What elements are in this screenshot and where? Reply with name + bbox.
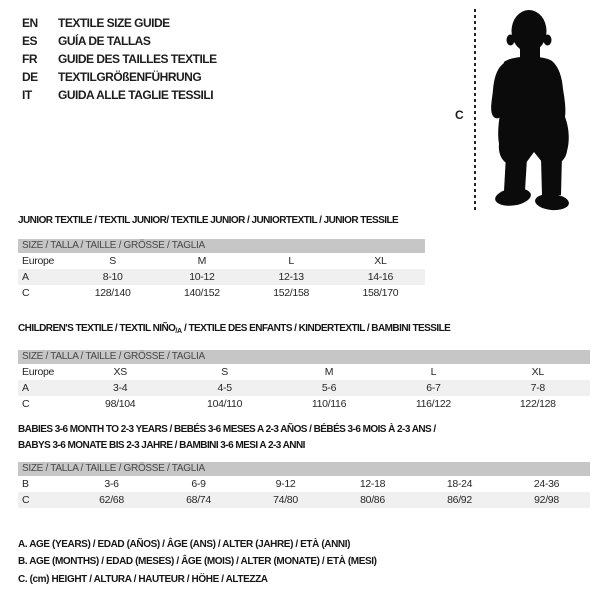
row-label: A [22, 382, 29, 394]
section-title-post: / TEXTILE DES ENFANTS / KINDERTEXTIL / BAMBINI TESSILE [181, 323, 451, 334]
language-label: TEXTILGRÖßENFÜHRUNG [58, 70, 202, 84]
section-babies [18, 422, 590, 508]
language-row [22, 32, 217, 50]
section-title [18, 422, 590, 454]
language-row [22, 14, 217, 32]
row-value: 98/104 [105, 398, 136, 410]
row-value: 158/170 [362, 287, 399, 299]
row-value: 110/116 [311, 398, 347, 410]
size-table [18, 239, 425, 301]
row-value: 68/74 [186, 494, 211, 506]
language-code: DE [22, 70, 38, 84]
legend-line: A. AGE (YEARS) / EDAD (AÑOS) / ÂGE (ANS) / ALTER (JAHRE) / ETÀ (ANNI) [18, 539, 351, 550]
height-dashed-line [474, 9, 476, 211]
toddler-silhouette-icon [480, 5, 588, 212]
language-row [22, 68, 217, 86]
section-title-pre: CHILDREN'S TEXTILE / TEXTIL NIÑO [18, 323, 176, 334]
row-label: C [22, 287, 30, 299]
legend-line: C. (cm) HEIGHT / ALTURA / HAUTEUR / HÖHE / ALTEZZA [18, 573, 268, 585]
language-label: GUIDE DES TAILLES TEXTILE [58, 52, 217, 66]
row-value: 12-13 [278, 271, 304, 283]
language-code: EN [22, 16, 38, 30]
row-value: 104/110 [207, 398, 243, 410]
section-title [18, 321, 590, 340]
row-label: Europe [22, 255, 55, 267]
section-title-line: BABIES 3-6 MONTH TO 2-3 YEARS / BEBÉS 3-6 MESES A 2-3 AÑOS / BÉBÉS 3-6 MOIS À 2-3 ANS / [18, 424, 436, 435]
row-value: 18-24 [446, 478, 473, 490]
table-row [18, 269, 425, 285]
row-value: 152/158 [273, 287, 310, 299]
size-table [18, 462, 590, 508]
row-value: 8-10 [102, 271, 123, 283]
row-value: 92/98 [534, 494, 559, 506]
row-value: 14-16 [367, 271, 394, 283]
language-code: ES [22, 34, 38, 48]
row-value: 140/152 [183, 287, 220, 299]
table-row [18, 285, 425, 301]
size-header-bar: SIZE / TALLA / TAILLE / GRÖSSE / TAGLIA [18, 350, 590, 364]
language-list [22, 14, 217, 104]
row-label: C [22, 398, 30, 410]
row-value: 7-8 [530, 382, 545, 394]
language-code: FR [22, 52, 37, 66]
row-value: 6-9 [191, 478, 206, 490]
legend-line: B. AGE (MONTHS) / EDAD (MESES) / ÂGE (MOIS) / ALTER (MONATE) / ETÀ (MESI) [18, 556, 377, 568]
language-row [22, 86, 217, 104]
row-value: 24-36 [533, 478, 560, 490]
table-row [18, 364, 590, 380]
language-row [22, 50, 217, 68]
size-table [18, 350, 590, 412]
section-junior [18, 213, 425, 301]
language-code: IT [22, 88, 32, 102]
row-value: 86/92 [447, 494, 472, 506]
row-value: 3-4 [113, 382, 128, 394]
row-value: S [221, 366, 228, 378]
row-value: 5-6 [321, 382, 337, 394]
language-label: GUÍA DE TALLAS [58, 34, 151, 48]
row-value: 116/122 [415, 398, 451, 410]
row-value: 128/140 [94, 287, 131, 299]
table-row [18, 380, 590, 396]
row-value: S [109, 255, 116, 267]
row-value: 4-5 [217, 382, 232, 394]
row-value: XS [113, 366, 127, 378]
row-value: 80/86 [360, 494, 385, 506]
row-value: L [288, 255, 294, 267]
row-value: 6-7 [426, 382, 441, 394]
size-header-bar: SIZE / TALLA / TAILLE / GRÖSSE / TAGLIA [18, 462, 590, 476]
row-value: 62/68 [99, 494, 124, 506]
section-children [18, 321, 590, 412]
height-figure [448, 5, 596, 217]
row-value: 10-12 [189, 271, 215, 283]
measure-legend [18, 536, 377, 588]
row-value: 74/80 [273, 494, 298, 506]
row-value: L [430, 366, 437, 378]
row-value: XL [374, 255, 387, 267]
row-label: Europe [22, 366, 55, 378]
row-value: 9-12 [275, 478, 296, 490]
table-row [18, 253, 425, 269]
height-measure-label: C [455, 108, 464, 122]
row-label: B [22, 478, 29, 490]
row-value: 122/128 [519, 398, 556, 410]
language-label: TEXTILE SIZE GUIDE [58, 16, 170, 30]
section-title [18, 213, 425, 229]
row-label: A [22, 271, 29, 283]
size-header-bar: SIZE / TALLA / TAILLE / GRÖSSE / TAGLIA [18, 239, 425, 253]
table-row [18, 492, 590, 508]
row-value: M [197, 255, 207, 267]
section-title-line: BABYS 3-6 MONATE BIS 2-3 JAHRE / BAMBINI 3-6 MESI A 2-3 ANNI [18, 440, 305, 451]
section-title-sub: /A [175, 328, 182, 335]
row-value: 12-18 [359, 478, 386, 490]
row-value: 3-6 [104, 478, 119, 490]
section-title-line: JUNIOR TEXTILE / TEXTIL JUNIOR/ TEXTILE JUNIOR / JUNIORTEXTIL / JUNIOR TESSILE [18, 215, 399, 226]
table-row [18, 396, 590, 412]
row-label: C [22, 494, 30, 506]
row-value: XL [531, 366, 544, 378]
table-row [18, 476, 590, 492]
language-label: GUIDA ALLE TAGLIE TESSILI [58, 88, 214, 102]
row-value: M [324, 366, 334, 378]
